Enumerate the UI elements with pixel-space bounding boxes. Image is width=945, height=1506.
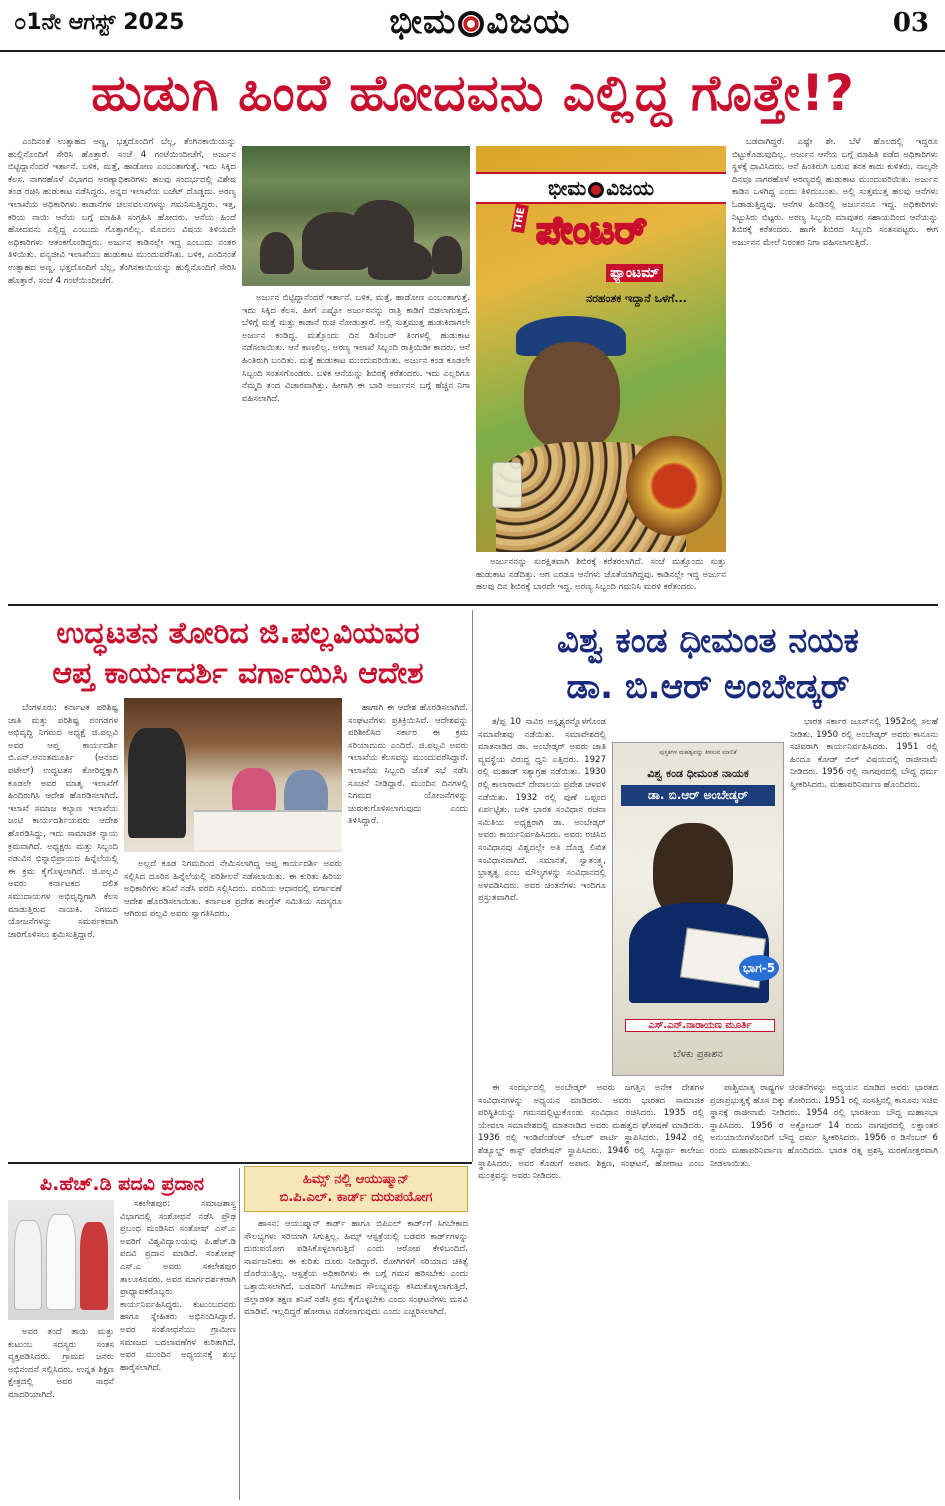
newspaper-logo <box>330 2 630 48</box>
masthead <box>0 0 945 52</box>
page-number: 03 <box>892 8 929 38</box>
tiger-paw <box>626 436 722 536</box>
story1-text-3: ಅರ್ಜುನನನ್ನು ಸುರಕ್ಷಿತವಾಗಿ ಶಿಬಿರಕ್ಕೆ ಕರೆತರಲಾಗಿದೆ. ಸಂಜೆ ಮತ್ತೊಂದು ಸುತ್ತು ಹುಡುಕಾಟ ನಡೆದಿತ್ತು. ಆಗ ಎರಡೂ ಆನೆಗಳು ಜೊತೆಯಾಗಿದ್ದವು. ಕಾಡಿನಲ್ಲೇ ಇದ್ದ ಅರ್ಜುನ ಹಲವು ದಿನ ಶಿಬಿರಕ್ಕೆ ಬಾರದೇ ಇದ್ದ. ಅರಣ್ಯ ಸಿಬ್ಬಂದಿ ಗಮನಿಸಿ ಮರಳಿ ಕರೆತಂದರು. <box>476 557 726 593</box>
story3-text-2: ಭಾರತ ಸರ್ಕಾರ ಜೂನ್‌ನಲ್ಲಿ 1952ರಲ್ಲಿ ಸಲಹೆ ನೀಡಿತು. 1950 ರಲ್ಲಿ ಅಂಬೇಡ್ಕರ್ ಅವರು ಕಾನೂನು ಸಚಿವರಾಗಿ ಕಾರ್ಯನಿರ್ವಹಿಸಿದರು. 1951 ರಲ್ಲಿ ಹಿಂದೂ ಕೋಡ್ ಬಿಲ್ ವಿಷಯದಲ್ಲಿ ರಾಜೀನಾಮೆ ನೀಡಿದರು. 1956 ರಲ್ಲಿ ನಾಗಪುರದಲ್ಲಿ ಬೌದ್ಧ ಧರ್ಮ ಸ್ವೀಕರಿಸಿದರು. ಮಹಾಪರಿನಿರ್ವಾಣ ಹೊಂದಿದರು. <box>790 717 938 790</box>
person-1 <box>14 1220 42 1310</box>
story1-text-2: ಅರ್ಜುನ ಬಿಟ್ಟಿದ್ದಾನೆಂದರೆ ಇರ್ತಾನೆ. ಬಳಿಕ, ಮತ್ತೆ, ಹಾಡೋಣ ಎಂಬಂತಾಗುತ್ತೆ. ಇದು ಸಿಕ್ಕಿದ ಕೆಲಸ. ಹೀಗೆ ಎಷ್ಟೋ ಅರ್ಜುನನನ್ನು ರಾತ್ರಿ ಕಾಡಿಗೆ ಬಿಡಲಾಗುತ್ತದೆ. ಬೆಳಿಗ್ಗೆ ಮತ್ತೆ ಮತ್ತು ಕಾಡಾನೆ ರುಚಿ ನೋಡುತ್ತಾರೆ. ಅಲ್ಲಿ ಸುತ್ತಮುತ್ತ ಹುಡುಕಿದಾಗಲೇ ಅರ್ಜುನ ಕಂಡಿದ್ದ. ಮತ್ತೊಂದು ದಿನ ಡಿಸೆಂಬರ್ ತಿಂಗಳಲ್ಲಿ ಹುಡುಕಾಟ ನಡೆಸಲಾಯಿತು. ಆನೆ ಕಾಣಲಿಲ್ಲ. ಅರಣ್ಯ ಇಲಾಖೆ ಸಿಬ್ಬಂದಿ ರಾತ್ರಿಯಿಡೀ ಕಾದರು. ಆನೆ ಹಿಂತಿರುಗಿ ಬಂದಿತು. ಮತ್ತೆ ಹುಡುಕಾಟ ಮುಂದುವರಿಯಿತು. ಅರ್ಜುನ ಕಂಡ ಕೂಡಲೇ ಸಿಬ್ಬಂದಿ ಸಂತಸಗೊಂಡರು. ಬಳಿಕ ಆನೆಯನ್ನು ಶಿಬಿರಕ್ಕೆ ಕರೆತಂದರು. ಇದು ಎಲ್ಲರಿಗೂ ನೆಮ್ಮದಿ ತಂದ ವಿಚಾರವಾಗಿತ್ತು. ಹೀಗಾಗಿ ಈ ಬಾರಿ ಅರ್ಜುನನ ಬಗ್ಗೆ ಹೆಚ್ಚಿನ ನಿಗಾ ವಹಿಸಲಾಗಿದೆ. <box>242 293 470 404</box>
book-author: ಎಸ್.ಎನ್.ನಾರಾಯಣ ಮೂರ್ತಿ <box>625 1019 775 1032</box>
office-meeting-photo <box>124 698 342 852</box>
story2-headline-line2: ಆಪ್ತ ಕಾರ್ಯದರ್ಶಿ ವರ್ಗಾಯಿಸಿ ಆದೇಶ <box>52 656 424 691</box>
story3-text-3: ಈ ಸಂದರ್ಭದಲ್ಲಿ ಅಂಬೇಡ್ಕರ್ ಅವರು ಜಗತ್ತಿನ ಅನೇಕ ದೇಶಗಳ ಸಂವಿಧಾನಗಳನ್ನು ಅಧ್ಯಯನ ಮಾಡಿದರು. ಅವರು ಭಾರತದ ಸಾಮಾಜಿಕ ಪರಿಸ್ಥಿತಿಯನ್ನು ಗಮನದಲ್ಲಿಟ್ಟುಕೊಂಡು ಸಂವಿಧಾನ ರಚಿಸಿದರು. 1935 ರಲ್ಲಿ ಯೇವಲಾ ಸಮಾವೇಶದಲ್ಲಿ ಮಾತನಾಡಿದ ಅವರು ಮಹತ್ವದ ಘೋಷಣೆ ಮಾಡಿದರು. 1936 ರಲ್ಲಿ ಇಂಡಿಪೆಂಡೆಂಟ್ ಲೇಬರ್ ಪಾರ್ಟಿ ಸ್ಥಾಪಿಸಿದರು. 1942 ರಲ್ಲಿ ಶೆಡ್ಯೂಲ್ಡ್ ಕಾಸ್ಟ್ ಫೆಡರೇಷನ್ ಸ್ಥಾಪಿಸಿದರು. 1946 ರಲ್ಲಿ ಸಿದ್ಧಾರ್ಥ ಕಾಲೇಜು ಸ್ಥಾಪಿಸಿದರು. ಅವರ ಕೊಡುಗೆ ಅಪಾರ. ಶಿಕ್ಷಣ, ಸಂಘಟನೆ, ಹೋರಾಟ ಎಂಬ ಮಂತ್ರವನ್ನು ಅವರು ನೀಡಿದರು. <box>478 1083 704 1182</box>
elephant-photo <box>242 146 470 286</box>
story2-column-3 <box>348 702 468 1156</box>
story2-headline-line1: ಉದ್ಧಟತನ ತೋರಿದ ಜಿ.ಪಲ್ಲವಿಯವರ <box>56 616 420 651</box>
story1-column-1 <box>8 136 236 598</box>
story1-column-3 <box>476 556 726 598</box>
ashoka-chakra-icon <box>458 11 484 37</box>
book-title-line1: ವಿಶ್ವ ಕಂಡ ಧೀಮಂತ ನಾಯಕ <box>647 767 749 780</box>
section-divider <box>8 1162 472 1164</box>
section-divider <box>8 604 938 606</box>
story5-headline-box <box>244 1166 468 1212</box>
column-divider <box>472 610 473 1162</box>
story3-text-1: ತ/ಪ್ಪ 10 ಸಾವಿರ ಅಸ್ಪೃಶ್ಯರನ್ನೊಳಗೊಂಡ ಸಮಾವೇಶವು ನಡೆಯಿತು. ಸಮಾವೇಶದಲ್ಲಿ ಮಾತನಾಡಿದ ಡಾ. ಅಂಬೇಡ್ಕರ್ ಅವರು ಜಾತಿ ವ್ಯವಸ್ಥೆಯ ವಿರುದ್ಧ ಧ್ವನಿ ಎತ್ತಿದರು. 1927 ರಲ್ಲಿ ಮಹಾಡ್ ಸತ್ಯಾಗ್ರಹ ನಡೆಯಿತು. 1930 ರಲ್ಲಿ ಕಾಲಾರಾಮ್ ದೇವಾಲಯ ಪ್ರವೇಶ ಚಳವಳಿ ನಡೆಯಿತು. 1932 ರಲ್ಲಿ ಪುಣೆ ಒಪ್ಪಂದ ಏರ್ಪಟ್ಟಿತು. ಬಳಿಕ ಭಾರತ ಸಂವಿಧಾನ ರಚನಾ ಸಮಿತಿಯ ಅಧ್ಯಕ್ಷರಾಗಿ ಡಾ. ಅಂಬೇಡ್ಕರ್ ಅವರು ಕಾರ್ಯನಿರ್ವಹಿಸಿದರು. ಅವರು ರಚಿಸಿದ ಸಂವಿಧಾನವು ವಿಶ್ವದಲ್ಲೇ ಅತಿ ದೊಡ್ಡ ಲಿಖಿತ ಸಂವಿಧಾನವಾಗಿದೆ. ಸಮಾನತೆ, ಸ್ವಾತಂತ್ರ್ಯ, ಭ್ರಾತೃತ್ವ ಎಂಬ ಮೌಲ್ಯಗಳನ್ನು ಸಂವಿಧಾನದಲ್ಲಿ ಅಳವಡಿಸಿದರು. ಅವರ ಚಿಂತನೆಗಳು ಇಂದಿಗೂ ಪ್ರಸ್ತುತವಾಗಿವೆ. <box>478 717 606 904</box>
story3-column-1 <box>478 716 606 1076</box>
column-divider <box>239 1168 240 1500</box>
poster-the-label: THE <box>511 204 529 234</box>
story2-column-2 <box>124 858 342 1156</box>
person-2 <box>46 1214 76 1310</box>
man-face <box>524 342 620 452</box>
story3-column-3 <box>478 1082 704 1500</box>
story5-text-1: ಹಾಸನ: ಆಯುಷ್ಮಾನ್ ಕಾರ್ಡ್ ಹಾಗೂ ಬಿಪಿಎಲ್ ಕಾರ್ಡ್‌ಗೆ ಸಿಗಬೇಕಾದ ಸೌಲಭ್ಯಗಳು ಸರಿಯಾಗಿ ಸಿಗುತ್ತಿಲ್ಲ. ಹಿಮ್ಸ್ ಆಸ್ಪತ್ರೆಯಲ್ಲಿ ಬಡವರ ಕಾರ್ಡ್‌ಗಳನ್ನು ದುರುಪಯೋಗ ಪಡಿಸಿಕೊಳ್ಳಲಾಗುತ್ತಿದೆ ಎಂದು ಆರೋಪ ಕೇಳಿಬಂದಿದೆ. ಸಾರ್ವಜನಿಕರು ಈ ಕುರಿತು ದೂರು ನೀಡಿದ್ದಾರೆ. ರೋಗಿಗಳಿಗೆ ಸರಿಯಾದ ಚಿಕಿತ್ಸೆ ದೊರೆಯುತ್ತಿಲ್ಲ. ಆಸ್ಪತ್ರೆಯ ಅಧಿಕಾರಿಗಳು ಈ ಬಗ್ಗೆ ಗಮನ ಹರಿಸಬೇಕು ಎಂದು ಒತ್ತಾಯಿಸಲಾಗಿದೆ. ಬಡವರಿಗೆ ಸಿಗಬೇಕಾದ ಸೌಲಭ್ಯವನ್ನು ಕಸಿದುಕೊಳ್ಳಲಾಗುತ್ತಿದೆ. ಜಿಲ್ಲಾಡಳಿತ ತಕ್ಷಣ ತನಿಖೆ ನಡೆಸಿ ಕ್ರಮ ಕೈಗೊಳ್ಳಬೇಕು ಎಂದು ಸಂಘಟನೆಗಳು ಮನವಿ ಮಾಡಿವೆ. ಇಲ್ಲದಿದ್ದರೆ ಹೋರಾಟ ನಡೆಸಲಾಗುವುದು ಎಂದು ಎಚ್ಚರಿಸಲಾಗಿದೆ. <box>244 1219 468 1318</box>
story3-column-4 <box>710 1082 938 1500</box>
story3-text-4: ಪಾಶ್ಚಿಮಾತ್ಯ ರಾಷ್ಟ್ರಗಳ ಚಿಂತನೆಗಳನ್ನು ಅಧ್ಯಯನ ಮಾಡಿದ ಅವರು ಭಾರತದ ಪ್ರಜಾಪ್ರಭುತ್ವಕ್ಕೆ ಹೊಸ ದಿಕ್ಕು ತೋರಿದರು. 1951 ರಲ್ಲಿ ಸಂಸತ್ತಿನಲ್ಲಿ ಕಾನೂನು ಸಚಿವ ಸ್ಥಾನಕ್ಕೆ ರಾಜೀನಾಮೆ ನೀಡಿದರು. 1954 ರಲ್ಲಿ ಭಾರತೀಯ ಬೌದ್ಧ ಮಹಾಸಭಾ ಸ್ಥಾಪಿಸಿದರು. 1956 ರ ಅಕ್ಟೋಬರ್ 14 ರಂದು ನಾಗಪುರದಲ್ಲಿ ಲಕ್ಷಾಂತರ ಅನುಯಾಯಿಗಳೊಂದಿಗೆ ಬೌದ್ಧ ಧರ್ಮ ಸ್ವೀಕರಿಸಿದರು. 1956 ರ ಡಿಸೆಂಬರ್ 6 ರಂದು ಮಹಾಪರಿನಿರ್ವಾಣ ಹೊಂದಿದರು. ಭಾರತ ರತ್ನ ಪ್ರಶಸ್ತಿ ಮರಣೋತ್ತರವಾಗಿ ನೀಡಲಾಯಿತು. <box>710 1083 938 1169</box>
poster-title: ಪೇಂಟರ್ <box>536 208 647 252</box>
book-part-badge: ಭಾಗ-5 <box>739 955 779 981</box>
story4-column-1 <box>120 1198 236 1500</box>
poster-tagline: ನರಹಂತಕ ಇದ್ದಾನೆ ಒಳಗೆ... <box>586 292 687 305</box>
story2-headline <box>8 614 468 694</box>
story5-headline-line1: ಹಿಮ್ಸ್ ನಲ್ಲಿ ಆಯುಷ್ಮಾನ್ <box>302 1172 410 1187</box>
story5-headline <box>245 1167 467 1207</box>
story3-headline-line2: ಡಾ. ಬಿ.ಆರ್ ಅಂಬೇಡ್ಕರ್ <box>566 667 850 707</box>
brand-left: ಭೀಮ <box>389 2 457 42</box>
drink-glass <box>492 462 522 508</box>
story5-headline-line2: ಬಿ.ಪಿ.ಎಲ್. ಕಾರ್ಡ್ ದುರುಪಯೋಗ <box>279 1190 433 1205</box>
story3-column-2 <box>790 716 938 1076</box>
story2-column-1 <box>8 702 118 1156</box>
ashoka-chakra-icon <box>588 182 604 198</box>
story5-column-1 <box>244 1218 468 1500</box>
poster-subtitle: ಫ್ಯಾಂಟಮ್ <box>606 264 663 282</box>
man-in-black <box>128 728 186 838</box>
story4-headline: ಪಿ.ಹೆಚ್.ಡಿ ಪದವಿ ಪ್ರದಾನ <box>39 1173 205 1195</box>
story3-headline <box>478 618 938 710</box>
story1-headline: ಹುಡುಗಿ ಹಿಂದೆ ಹೋದವನು ಎಲ್ಲಿದ್ದ ಗೊತ್ತೇ!? <box>91 64 855 122</box>
poster-brand-logo: ಭೀಮ ವಿಜಯ <box>476 172 726 204</box>
story4-text-2: ಅವರ ತಂದೆ ತಾಯಿ ಮತ್ತು ಕುಟುಂಬ ಸದಸ್ಯರು ಸಂತಸ ವ್ಯಕ್ತಪಡಿಸಿದರು. ಗ್ರಾಮದ ಜನರು ಅಭಿನಂದನೆ ಸಲ್ಲಿಸಿದರು. ಉನ್ನತ ಶಿಕ್ಷಣ ಕ್ಷೇತ್ರದಲ್ಲಿ ಅವರ ಸಾಧನೆ ಮಾದರಿಯಾಗಿದೆ. <box>8 1327 114 1400</box>
movie-poster <box>476 146 726 552</box>
story2-text-3: ಹಾಗಾಗಿ ಈ ಆದೇಶ ಹೊರಡಿಸಲಾಗಿದೆ. ಸಂಘಟನೆಗಳು ಪ್ರತಿಕ್ರಿಯಿಸಿವೆ. ಆದೇಶವನ್ನು ಪರಿಶೀಲಿಸಿದ ಸರ್ಕಾರ ಈ ಕ್ರಮ ಸರಿಯಾದುದು ಎಂದಿದೆ. ಜಿ.ಪಲ್ಲವಿ ಅವರು ಇಲಾಖೆಯ ಕೆಲಸವನ್ನು ಮುಂದುವರೆಸಿದ್ದಾರೆ. ಇಲಾಖೆಯ ಸಿಬ್ಬಂದಿ ಜೊತೆ ಸಭೆ ನಡೆಸಿ ಸೂಚನೆ ನೀಡಿದ್ದಾರೆ. ಮುಂದಿನ ದಿನಗಳಲ್ಲಿ ನಿಗಮದ ಯೋಜನೆಗಳನ್ನು ಚುರುಕುಗೊಳಿಸಲಾಗುವುದು ಎಂದು ತಿಳಿಸಿದ್ದಾರೆ. <box>348 703 468 827</box>
story4-column-2 <box>8 1326 114 1500</box>
book-publisher: ಬೆಳಕು ಪ್ರಕಾಶನ <box>673 1049 723 1060</box>
story1-column-4 <box>732 136 938 598</box>
issue-date: ೦1ನೇ ಆಗಸ್ಟ್ 2025 <box>14 10 185 35</box>
story2-text-2: ಅಲ್ಲದೆ ಕೂಡ ನಿಗಮದಿಂದ ನೇಮಿಸಲಾಗಿದ್ದ ಆಪ್ತ ಕಾರ್ಯದರ್ಶಿ ಅವರು ಸಲ್ಲಿಸಿದ ದೂರಿನ ಹಿನ್ನೆಲೆಯಲ್ಲಿ ಪರಿಶೀಲನೆ ನಡೆಸಲಾಯಿತು. ಈ ಕುರಿತು ಹಿರಿಯ ಅಧಿಕಾರಿಗಳು ತನಿಖೆ ನಡೆಸಿ ವರದಿ ಸಲ್ಲಿಸಿದರು. ವರದಿಯ ಆಧಾರದಲ್ಲಿ ವರ್ಗಾವಣೆ ಆದೇಶ ಹೊರಡಿಸಲಾಯಿತು. ಕರ್ನಾಟಕ ಪ್ರದೇಶ ಕಾಂಗ್ರೆಸ್ ಸಮಿತಿಯ ಸದಸ್ಯರೂ ಆಗಿರುವ ಪಲ್ಲವಿ ಅವರು ಸ್ವಾಗತಿಸಿದರು. <box>124 859 342 920</box>
story1-text-4: ಬಡವಾಗಿದ್ದರೆ. ಎಷ್ಟೇ ಶೇ. ಬೆಳೆ ಹೊಲದಲ್ಲಿ ಇದ್ದರೂ ಬಿಟ್ಟುಕೊಡುವುದಿಲ್ಲ. ಅರ್ಜುನ ಆನೆಯ ಬಗ್ಗೆ ಮಾಹಿತಿ ಪಡೆದ ಅಧಿಕಾರಿಗಳು ಸ್ಥಳಕ್ಕೆ ಧಾವಿಸಿದರು. ಆನೆ ಹಿಂತಿರುಗಿ ಬರುವ ತನಕ ಕಾದು ಕುಳಿತರು. ನಾಲ್ಕನೇ ದಿನವೂ ನಾಗರಹೊಳೆ ಅರಣ್ಯದಲ್ಲಿ ಹುಡುಕಾಟ ಮುಂದುವರಿಯಿತು. ಅರ್ಜುನ ಕಾಡಿನ ಒಳಗಿದ್ದ ಎಂದು ತಿಳಿದುಬಂತು. ಅಲ್ಲಿ ಸುತ್ತಮುತ್ತ ಹಲವು ಆನೆಗಳು ಓಡಾಡುತ್ತಿದ್ದವು. ಆನೆಗಳ ಹಿಂಡಿನಲ್ಲಿ ಅರ್ಜುನನೂ ಇದ್ದ. ಅಧಿಕಾರಿಗಳು ನಿಟ್ಟುಸಿರು ಬಿಟ್ಟರು. ಅರಣ್ಯ ಸಿಬ್ಬಂದಿ ಮಾವುತರ ಸಹಾಯದಿಂದ ಆನೆಯನ್ನು ಶಿಬಿರಕ್ಕೆ ಕರೆತಂದರು. ಹಾಗೇ ಶಿಬಿರದ ಸಿಬ್ಬಂದಿ ಸಂತಸಪಟ್ಟರು. ಈಗ ಅರ್ಜುನನ ಮೇಲೆ ನಿರಂತರ ನಿಗಾ ವಹಿಸಲಾಗುತ್ತಿದೆ. <box>732 137 938 248</box>
story2-text-1: ಬೆಂಗಳೂರು: ಕರ್ನಾಟಕ ಪರಿಶಿಷ್ಟ ಜಾತಿ ಮತ್ತು ಪರಿಶಿಷ್ಟ ಪಂಗಡಗಳ ಅಭಿವೃದ್ಧಿ ನಿಗಮದ ಅಧ್ಯಕ್ಷೆ ಜಿ.ಪಲ್ಲವಿ ಅವರ ಆಪ್ತ ಕಾರ್ಯದರ್ಶಿ ಬಿ.ಎನ್.ಅನಂತಮೂರ್ತಿ (ಆನಂದ ಪಟೇಲ್) ಉದ್ಧಟತನ ತೋರಿದ್ದಕ್ಕಾಗಿ ಕೂಡಲೇ ಅವರ ಮಾತೃ ಇಲಾಖೆಗೆ ಹಿಂದಿರುಗಿಸಿ ಆದೇಶ ಹೊರಡಿಸಲಾಗಿದೆ. ಇಲಾಖೆ ಸಮಾಜ ಕಲ್ಯಾಣ ಇಲಾಖೆಯ ಜಂಟಿ ಕಾರ್ಯದರ್ಶಿಯವರು ಆದೇಶ ಹೊರಡಿಸಿದ್ದು, ಇದು ಸಾಮಾಜಿಕ ನ್ಯಾಯ ಕ್ರಮವಾಗಿದೆ. ಅಧ್ಯಕ್ಷರು ಮತ್ತು ಸಿಬ್ಬಂದಿ ನಡುವಿನ ಭಿನ್ನಾಭಿಪ್ರಾಯದ ಹಿನ್ನೆಲೆಯಲ್ಲಿ ಈ ಕ್ರಮ ಕೈಗೊಳ್ಳಲಾಗಿದೆ. ಜಿ.ಪಲ್ಲವಿ ಅವರು ಕರ್ನಾಟಕದ ದಲಿತ ಸಮುದಾಯಗಳ ಅಭಿವೃದ್ಧಿಗಾಗಿ ಕೆಲಸ ಮಾಡುತ್ತಿರುವ ನಾಯಕಿ. ನಿಗಮದ ಯೋಜನೆಗಳನ್ನು ಸಮರ್ಪಕವಾಗಿ ಜಾರಿಗೊಳಿಸಲು ಶ್ರಮಿಸುತ್ತಿದ್ದಾರೆ. <box>8 703 118 940</box>
story1-text-1: ಎಂದಿನಂತೆ ಉತ್ಸಾಹದ ಅಣ್ಣ, ಭತ್ತದೊಂದಿಗೆ ಬೆಲ್ಲ, ತೆಂಗಿನಕಾಯಿಯನ್ನು ಹುಲ್ಲಿನೊಂದಿಗೆ ಸೇರಿಸಿ ಹೊತ್ತಾರೆ. ಸಂಜೆ 4 ಗಂಟೆಯಿಂದೀಚೆಗೆ, ಅರ್ಜುನ ಬಿಟ್ಟಿದ್ದಾನೆಂದರೆ ಇರ್ತಾನೆ. ಬಳಿಕ, ಮತ್ತೆ, ಹಾಡೋಣ ಎಂಬಂತಾಗುತ್ತೆ. ಇದು ಸಿಕ್ಕಿದ ಕೆಲಸ. ನಾಗರಹೊಳೆ ವಿಭಾಗದ ಅರಣ್ಯಾಧಿಕಾರಿಗಳು ಹಲವು ಸಂದರ್ಭದಲ್ಲಿ ವಿಶೇಷ ತಂಡ ರಚಿಸಿ ಹುಡುಕಾಟ ನಡೆಸಿದ್ದರು. ಅನ್ನದ ಇಲಾಖೆಯ ಬಜೆಟ್ ದೊಡ್ಡದು. ಅರಣ್ಯ ಇಲಾಖೆಯ ಅಧಿಕಾರಿಗಳು ಕಾಡಾನೆಗಳ ಚಲನವಲನಗಳನ್ನು ಗಮನಿಸುತ್ತಿದ್ದರು. ಇತ್ತ, ಕರಿಯ ನಾಯಿ ಆನೆಯ ಬಗ್ಗೆ ಮಾಹಿತಿ ಸಂಗ್ರಹಿಸಿ ಹೋದರು. ಆನೆಯ ಹಿಂದೆ ಹೋದವನು ಎಲ್ಲಿದ್ದ ಎಂಬುದು ಗೊತ್ತಾಗಲಿಲ್ಲ. ಮೊದಲು ವಿಷಯ ತಿಳಿಯದೇ ಅಧಿಕಾರಿಗಳು ಆತಂಕಗೊಂಡಿದ್ದರು. ಅರ್ಜುನ ಕಾಡಿನಲ್ಲೇ ಇದ್ದ ಎಂಬುದು ನಂತರ ತಿಳಿಯಿತು. ವನ್ಯಜೀವಿ ಇಲಾಖೆಯು ಹುಡುಕಾಟ ಮುಂದುವರೆಸಿತು. ಬಳಿಕ, ಎಂದಿನಂತೆ ಉತ್ಸಾಹದ ಅಣ್ಣ, ಭತ್ತದೊಂದಿಗೆ ಬೆಲ್ಲ, ತೆಂಗಿನಕಾಯಿಯನ್ನು ಹುಲ್ಲಿನೊಂದಿಗೆ ಸೇರಿಸಿ ಹೊತ್ತಾರೆ. ಸಂಜೆ 4 ಗಂಟೆಯಿಂದೀಚೆಗೆ. <box>8 137 236 286</box>
book-series-line: ಪುಸ್ತಕಗಳ ಮಹತ್ವವನ್ನು ತಿಳಿಸುವ ಮಾಲಿಕೆ <box>659 749 737 756</box>
phd-ceremony-photo <box>8 1200 114 1320</box>
brand-right: ವಿಜಯ <box>486 2 571 42</box>
story4-text-1: ಸಕಲೇಶಪುರ: ಸಮಾಜಶಾಸ್ತ್ರ ವಿಭಾಗದಲ್ಲಿ ಸಂಶೋಧನೆ ನಡೆಸಿ ಪ್ರೌಢ ಪ್ರಬಂಧ ಮಂಡಿಸಿದ ಸಂತೋಷ್ ಎಸ್.ಎ ಅವರಿಗೆ ವಿಶ್ವವಿದ್ಯಾಲಯವು ಪಿ.ಹೆಚ್.ಡಿ ಪದವಿ ಪ್ರದಾನ ಮಾಡಿದೆ. ಸಂತೋಷ್ ಎಸ್.ಎ ಅವರು ಸಕಲೇಶಪುರ ತಾಲೂಕಿನವರು. ಅವರ ಮಾರ್ಗದರ್ಶಕರಾಗಿ ಪ್ರಾಧ್ಯಾಪಕರೊಬ್ಬರು ಕಾರ್ಯನಿರ್ವಹಿಸಿದ್ದರು. ಕುಟುಂಬದವರು ಹಾಗೂ ಸ್ನೇಹಿತರು ಅಭಿನಂದಿಸಿದ್ದಾರೆ. ಅವರ ಸಂಶೋಧನೆಯು ಗ್ರಾಮೀಣ ಸಮಾಜದ ಬದಲಾವಣೆಗಳ ಕುರಿತಾಗಿದೆ. ಅವರ ಮುಂದಿನ ಅಧ್ಯಯನಕ್ಕೆ ಶುಭ ಹಾರೈಸಲಾಗಿದೆ. <box>120 1199 236 1373</box>
book-cover <box>612 742 784 1076</box>
desk <box>194 810 342 850</box>
story1-column-2 <box>242 292 470 598</box>
book-title-line2: ಡಾ. ಬಿ.ಆರ್ ಅಂಬೇಡ್ಕರ್ <box>621 785 775 806</box>
person-3 <box>80 1222 108 1310</box>
story3-headline-line1: ವಿಶ್ವ ಕಂಡ ಧೀಮಂತ ನಯಕ <box>557 621 859 661</box>
